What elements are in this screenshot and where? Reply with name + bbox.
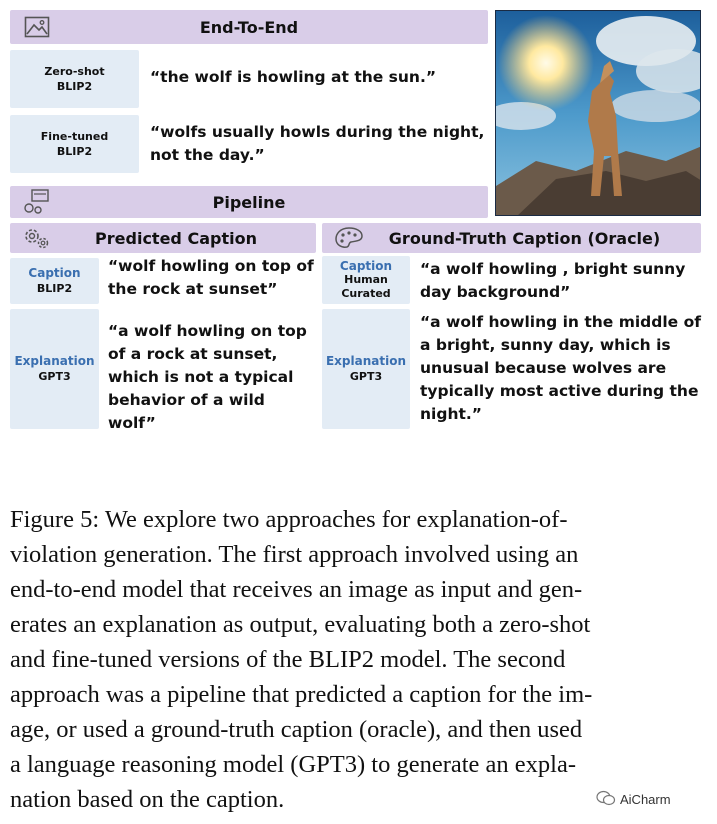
predicted-caption-quote: “wolf howling on top of the rock at sunset” (108, 257, 314, 298)
model-name: Zero-shot (44, 65, 105, 78)
oracle-caption-label (322, 256, 410, 304)
model-name: BLIP2 (56, 145, 93, 158)
watermark-text: AiCharm (620, 791, 671, 807)
caption-line: approach was a pipeline that predicted a caption for the im- (10, 681, 593, 708)
zero-shot-quote: “the wolf is howling at the sun.” (150, 68, 437, 86)
explanation-label: Explanation (14, 354, 95, 368)
predicted-explanation-label (10, 309, 99, 429)
palette-icon (334, 226, 364, 250)
predicted-explanation-quote: “a wolf howling on top of a rock at sunset, which is not a typical behavior of a wild wolf” (108, 322, 307, 432)
predicted-caption-title: Predicted Caption (95, 228, 257, 248)
caption-line: age, or used a ground-truth caption (oracle), and then used (10, 716, 583, 743)
predicted-caption-header (10, 223, 316, 253)
end-to-end-title: End-To-End (199, 17, 299, 37)
caption-line: violation generation. The first approach involved using an (10, 541, 579, 568)
end-to-end-header (10, 10, 488, 44)
caption-line: Figure 5: We explore two approaches for explanation-of- (10, 506, 568, 533)
model-name: BLIP2 (56, 80, 93, 93)
pipeline-header (10, 186, 488, 218)
image-icon (24, 16, 50, 38)
model-name: Fine-tuned (40, 130, 109, 143)
caption-line: a language reasoning model (GPT3) to generate an expla- (10, 751, 577, 778)
wolf-image (495, 10, 701, 216)
oracle-explanation-quote: “a wolf howling in the middle of a bright, sunny day, which is unusual because wolves are typically most active during the night.” (420, 313, 701, 423)
wechat-icon (596, 790, 616, 809)
model-name: GPT3 (38, 370, 71, 383)
fine-tuned-blip2-label (10, 115, 139, 173)
zero-shot-blip2-label (10, 50, 139, 108)
model-name: Human (344, 273, 388, 286)
caption-label: Caption (28, 266, 81, 280)
watermark (596, 788, 711, 810)
pipeline-icon (22, 189, 50, 215)
pipeline-title: Pipeline (212, 192, 286, 212)
caption-line: erates an explanation as output, evaluating both a zero-shot (10, 611, 591, 638)
oracle-caption-title: Ground-Truth Caption (Oracle) (388, 228, 661, 248)
model-name: Curated (341, 287, 391, 300)
explanation-label: Explanation (325, 354, 406, 368)
caption-line: end-to-end model that receives an image as input and gen- (10, 576, 583, 603)
oracle-caption-header (322, 223, 701, 253)
figure-caption (10, 502, 703, 817)
fine-tuned-quote: “wolfs usually howls during the night, not the day.” (150, 123, 485, 164)
caption-line: and fine-tuned versions of the BLIP2 model. The second (10, 646, 566, 673)
model-name: BLIP2 (36, 282, 73, 295)
gears-icon (22, 226, 52, 250)
caption-line: nation based on the caption. (10, 786, 285, 813)
oracle-caption-quote: “a wolf howling , bright sunny day background” (420, 260, 686, 301)
oracle-explanation-label (322, 309, 410, 429)
predicted-caption-label (10, 258, 99, 304)
model-name: GPT3 (349, 370, 383, 383)
caption-label: Caption (339, 259, 393, 273)
